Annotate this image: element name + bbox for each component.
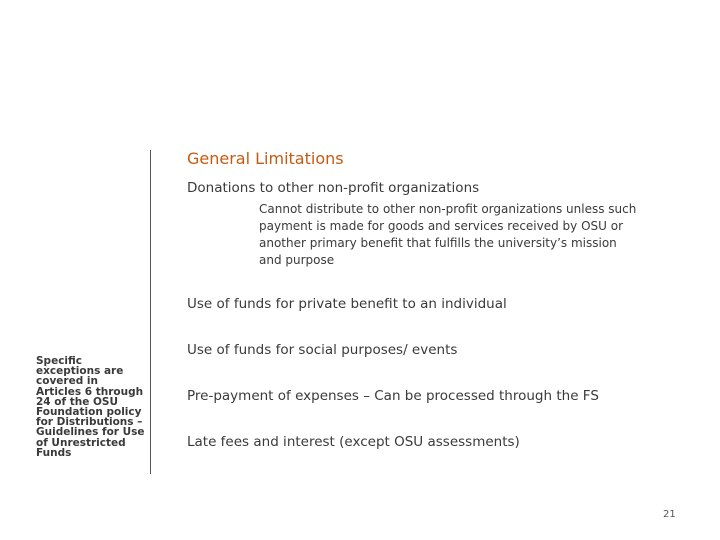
vertical-divider <box>150 150 151 474</box>
limitation-subitem: Cannot distribute to other non-profit organizations unless such payment is made for goods and services received by OSU or another primary benefit that fulfills the university’s mission and purpose <box>259 202 637 267</box>
slide-title: General Limitations <box>187 149 344 168</box>
page-number: 21 <box>663 509 676 520</box>
limitation-item: Pre-payment of expenses – Can be processed through the FS <box>187 388 599 404</box>
limitation-item: Use of funds for private benefit to an individual <box>187 296 507 312</box>
limitation-item: Use of funds for social purposes/ events <box>187 342 458 358</box>
limitation-item: Donations to other non-profit organizations <box>187 180 480 196</box>
limitation-item: Late fees and interest (except OSU assessments) <box>187 434 520 450</box>
sidenote: Specific exceptions are covered in Articles 6 through 24 of the OSU Foundation policy for Distributions – Guidelines for Use of Unrestricted Funds <box>36 355 145 459</box>
